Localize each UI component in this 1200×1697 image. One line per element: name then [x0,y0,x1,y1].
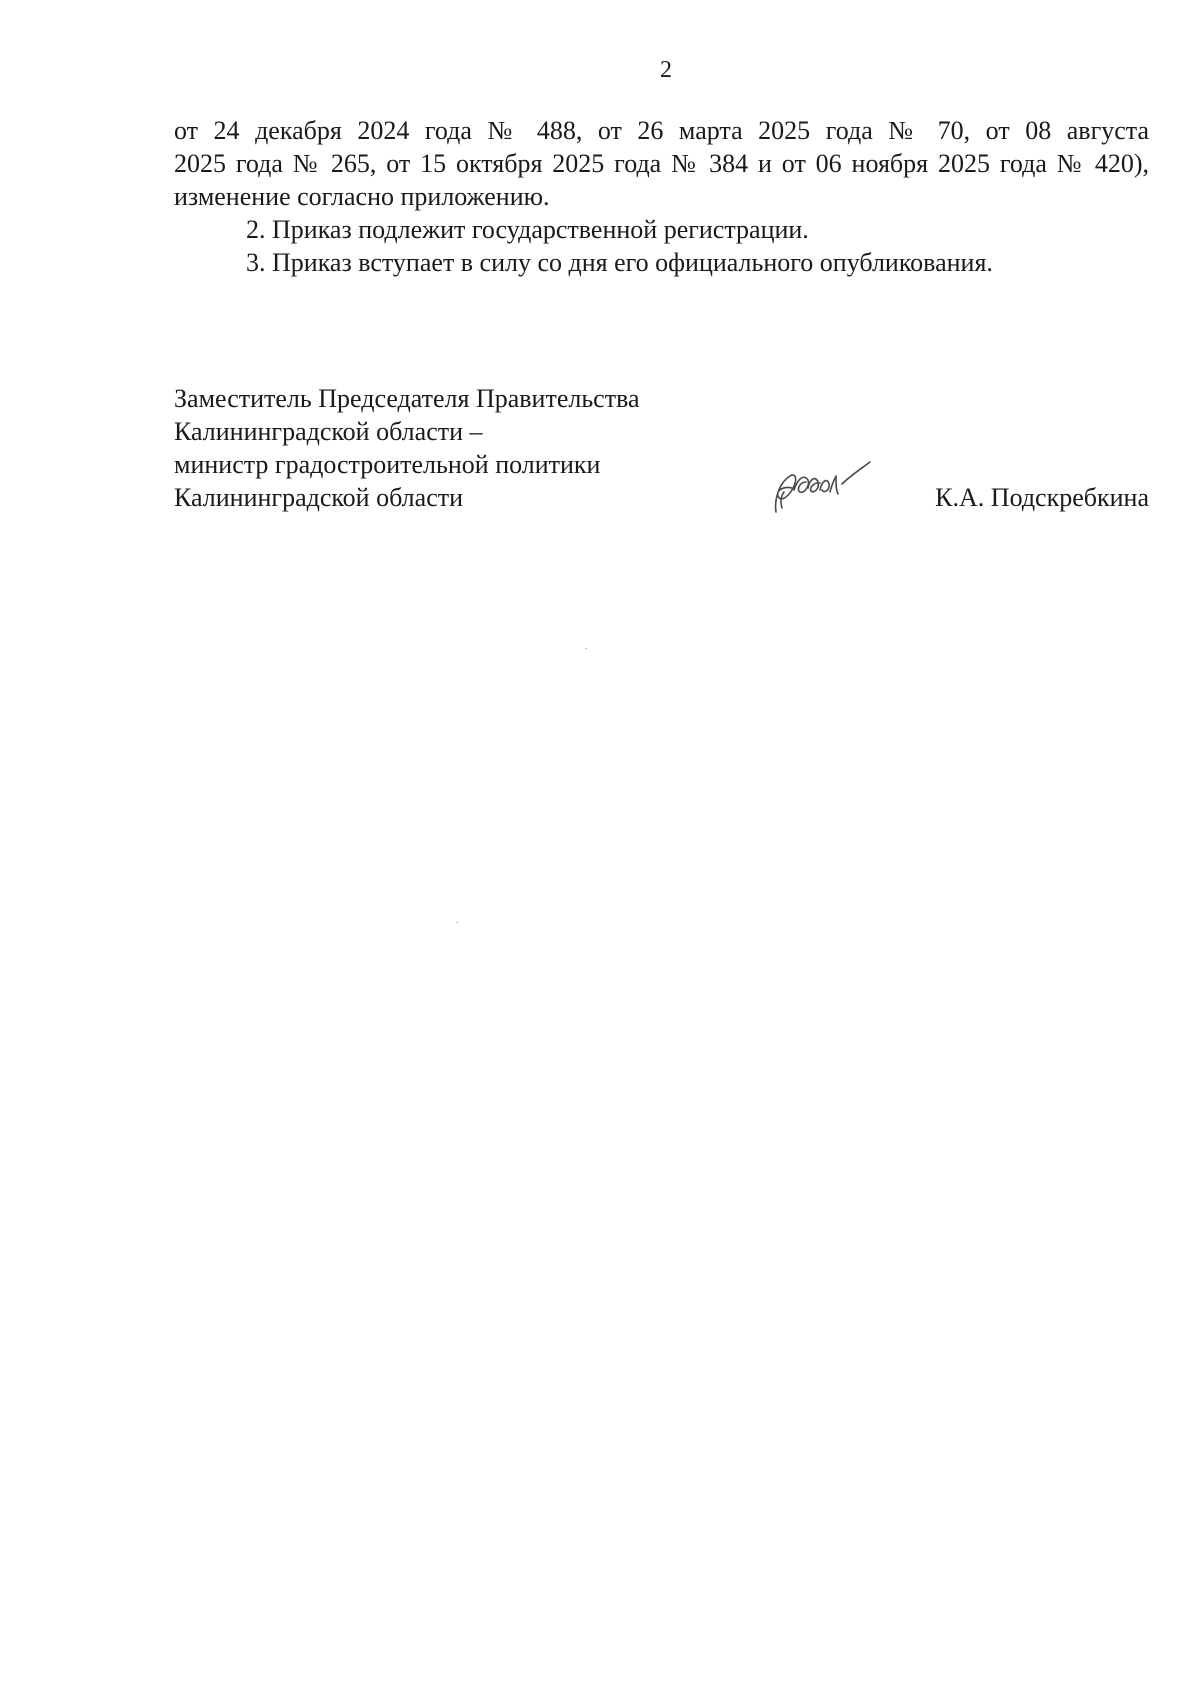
scan-speck [585,648,587,649]
signature-block [174,382,1149,522]
paragraph-1-line-3: изменение согласно приложению. [174,182,550,211]
page-number: 2 [660,57,672,83]
paragraph-1-line-1: от 24 декабря 2024 года № 488, от 26 марта 2025 года № 70, от 08 августа [174,116,1149,145]
order-text [174,114,1149,279]
paragraph-1-line-2: 2025 года № 265, от 15 октября 2025 года № 384 и от 06 ноября 2025 года № 420), [174,149,1149,178]
item-2-registration: 2. Приказ подлежит государственной регистрации. [246,215,809,244]
signatory-position-line-1: Заместитель Председателя Правительства [174,384,640,413]
scan-speck [456,922,458,923]
signatory-name: К.А. Подскребкина [935,483,1149,512]
signatory-position-line-2: Калининградской области – [174,417,483,446]
handwritten-signature-icon [754,450,874,520]
signatory-position-line-4: Калининградской области [174,483,464,512]
signatory-position-line-3: министр градостроительной политики [174,450,601,479]
item-3-effective-date: 3. Приказ вступает в силу со дня его официального опубликования. [246,248,993,277]
